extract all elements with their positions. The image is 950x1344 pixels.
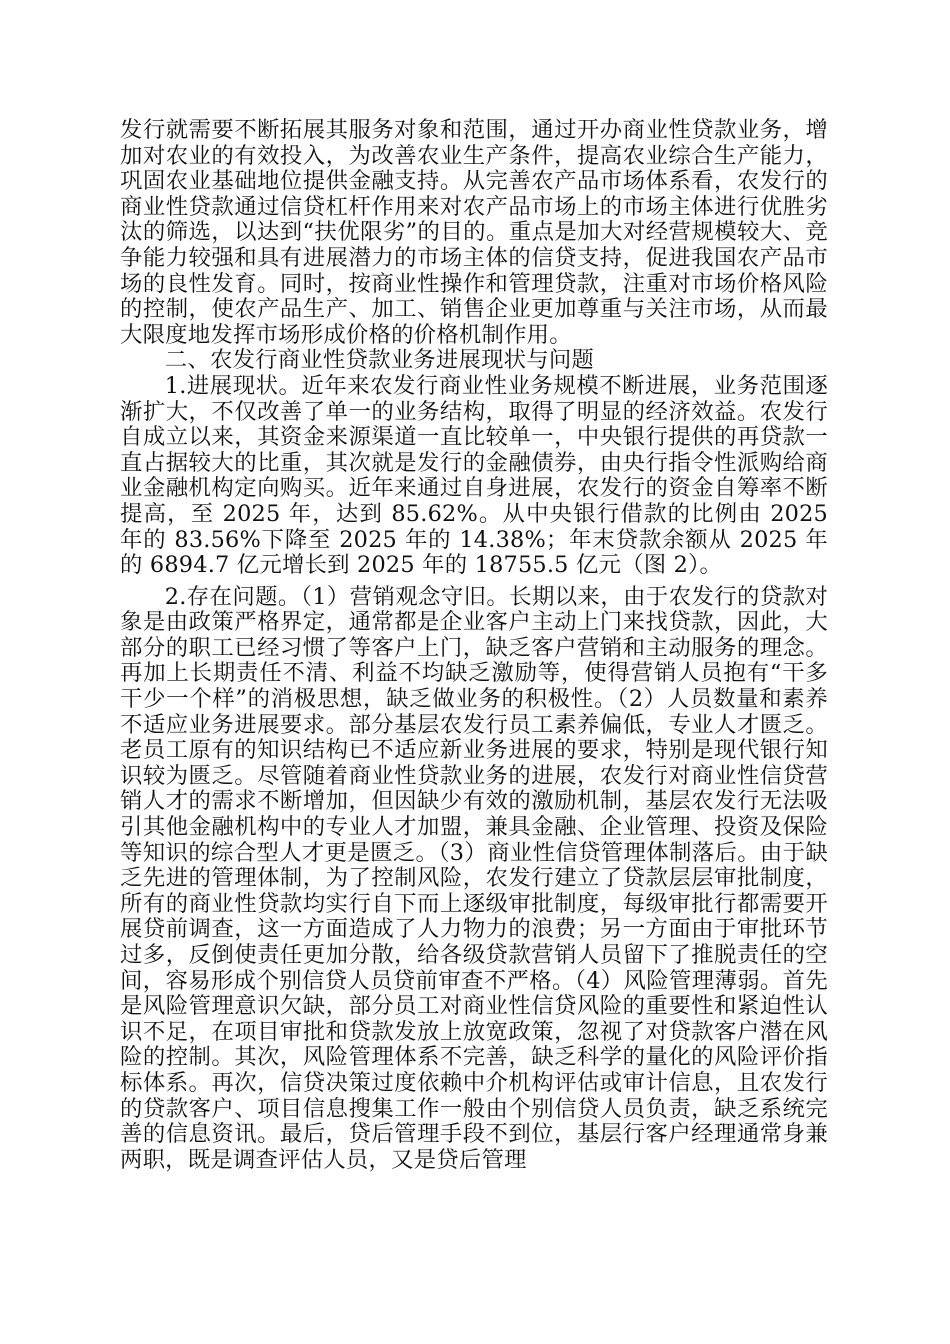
section-heading-2: 二、农发行商业性贷款业务进展现状与问题 <box>164 347 595 374</box>
document-page <box>120 118 828 1173</box>
body-paragraph-status: 1.进展现状。近年来农发行商业性业务规模不断进展，业务范围逐渐扩大，不仅改善了单一的业务结构，取得了明显的经济效益。农发行自成立以来，其资金来源渠道一直比较单一，中央银行提供的再贷款一直占据较大的比重，其次就是发行的金融债券，由央行指令性派购给商业金融机构定向购买。近年来通过自身进展，农发行的资金自筹率不断提高，至 2025 年，达到 85.62%。从中央银行借款的比例由 2025 年的 83.56%下降至 2025 年的 14.38%；年末贷款余额从 2025 年的 6894.7 亿元增长到 2025 年的 18755.5 亿元（图 2）。 <box>120 372 828 579</box>
body-paragraph-problems: 2.存在问题。（1）营销观念守旧。长期以来，由于农发行的贷款对象是由政策严格界定，通常都是企业客户主动上门来找贷款，因此，大部分的职工已经习惯了等客户上门，缺乏客户营销和主动服务的理念。再加上长期责任不清、利益不均缺乏激励等，使得营销人员抱有“干多干少一个样”的消极思想，缺乏做业务的积极性。（2）人员数量和素养不适应业务进展要求。部分基层农发行员工素养偏低，专业人才匮乏。老员工原有的知识结构已不适应新业务进展的要求，特别是现代银行知识较为匮乏。尽管随着商业性贷款业务的进展，农发行对商业性信贷营销人才的需求不断增加，但因缺少有效的激励机制，基层农发行无法吸引其他金融机构中的专业人才加盟，兼具金融、企业管理、投资及保险等知识的综合型人才更是匮乏。（3）商业性信贷管理体制落后。由于缺乏先进的管理体制，为了控制风险，农发行建立了贷款层层审批制度，所有的商业性贷款均实行自下而上逐级审批制度，每级审批行都需要开展贷前调查，这一方面造成了人力物力的浪费；另一方面由于审批环节过多，反倒使责任更加分散，给各级贷款营销人员留下了推脱责任的空间，容易形成个别信贷人员贷前审查不严格。（4）风险管理薄弱。首先是风险管理意识欠缺，部分员工对商业性信贷风险的重要性和紧迫性认识不足，在项目审批和贷款发放上放宽政策，忽视了对贷款客户潜在风险的控制。其次，风险管理体系不完善，缺乏科学的量化的风险评价指标体系。再次，信贷决策过度依赖中介机构评估或审计信息，且农发行的贷款客户、项目信息搜集工作一般由个别信贷人员负责，缺乏系统完善的信息资讯。最后，贷后管理手段不到位，基层行客户经理通常身兼两职，既是调查评估人员，又是贷后管理 <box>120 583 828 1173</box>
body-paragraph-intro: 发行就需要不断拓展其服务对象和范围，通过开办商业性贷款业务，增加对农业的有效投入，为改善农业生产条件，提高农业综合生产能力，巩固农业基础地位提供金融支持。从完善农产品市场体系看，农发行的商业性贷款通过信贷杠杆作用来对农产品市场上的市场主体进行优胜劣汰的筛选，以达到“扶优限劣”的目的。重点是加大对经营规模较大、竞争能力较强和具有进展潜力的市场主体的信贷支持，促进我国农产品市场的良性发育。同时，按商业性操作和管理贷款，注重对市场价格风险的控制，使农产品生产、加工、销售企业更加尊重与关注市场，从而最大限度地发挥市场形成价格的价格机制作用。 <box>120 117 828 348</box>
